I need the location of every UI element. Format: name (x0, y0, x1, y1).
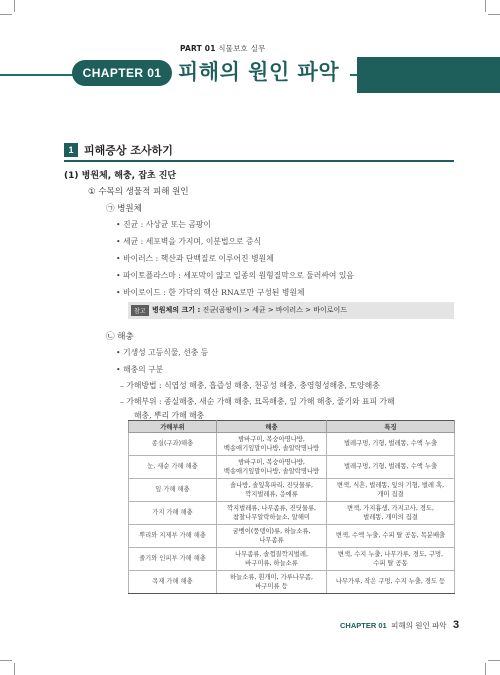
pest-bullet: • 해충의 구분 (116, 365, 164, 374)
table-cell: 하늘소류, 흰개미, 가루나무좀, 바구미류 등 (217, 571, 327, 594)
item-heading: ① 수목의 생물적 피해 원인 (88, 187, 189, 197)
table-cell: 목재 가해 해충 (129, 571, 217, 594)
pathogen-bullet: • 파이토플라스마 : 세포막이 얇고 일종의 원형질막으로 둘러싸여 있음 (116, 271, 354, 280)
table-cell: 변색, 식흔, 벌레똥, 잎의 기형, 벌레 혹, 개미 집결 (327, 479, 455, 502)
table-row (129, 525, 455, 548)
section-title: 피해증상 조사하기 (84, 144, 173, 157)
pathogen-bullet: • 세균 : 세포벽을 가지며, 이분법으로 증식 (116, 237, 262, 246)
part-label: PART 01 식물보호 실무 (180, 44, 266, 53)
table-cell: 눈, 새순 가해 해충 (129, 456, 217, 479)
table-row (129, 433, 455, 456)
pest-classification-line: 해충, 뿌리 가해 해충 (134, 411, 205, 420)
footer-chapter: CHAPTER 01 (340, 621, 387, 630)
pathogen-bullet: • 바이러스 : 핵산과 단백질로 이루어진 병원체 (116, 254, 274, 263)
table-row (129, 502, 455, 525)
pest-bullet: • 기생성 고등식물, 선충 등 (116, 348, 209, 357)
page-footer (340, 619, 459, 631)
table-header-cell: 특징 (327, 421, 455, 433)
header-accent-block (357, 57, 500, 93)
table-cell: 종실(구과)해충 (129, 433, 217, 456)
table-cell: 굼벵이(풍뎅이)류, 하늘소류, 나무좀류 (217, 525, 327, 548)
table-header-cell: 해충 (217, 421, 327, 433)
subsection-label: (1) 병원체, 해충, 잡초 진단 (64, 171, 177, 181)
page-number: 3 (452, 619, 460, 631)
reference-tag: 참고 (131, 305, 149, 316)
reference-note-text: 병원체의 크기 : 진균(곰팡이) > 세균 > 바이러스 > 바이로이드 (152, 306, 348, 314)
table-cell: 밤바구미, 복숭아명나방, 백송애기잎말이나방, 솔알락명나방 (217, 456, 327, 479)
table-cell: 나무좀류, 솔껍질깍지벌레, 바구미류, 하늘소류 (217, 548, 327, 571)
crop-mark (0, 660, 12, 661)
section-heading (64, 142, 454, 162)
chapter-badge: CHAPTER 01 (72, 60, 172, 86)
pest-heading: ㉡ 해충 (106, 332, 134, 342)
table-cell: 뿌리와 지제부 가해 해충 (129, 525, 217, 548)
table-cell: 변색, 수액 누출, 수피 탈 공동, 목분배출 (327, 525, 455, 548)
pest-classification-line: – 가해부위 : 종실해충, 새순 가해 해충, 묘목해충, 잎 가해 해충, 줄기와 표피 가해 (120, 397, 395, 406)
table-row (129, 479, 455, 502)
pathogen-bullet: • 진균 : 사상균 또는 곰팡이 (116, 220, 211, 229)
table-cell: 잎 가해 해충 (129, 479, 217, 502)
pathogen-heading: ㉠ 병원체 (106, 204, 142, 214)
table-row (129, 456, 455, 479)
table-cell: 깍지벌레류, 나무좀류, 진딧물류, 참찰나무알락하늘소, 알해미 (217, 502, 327, 525)
crop-mark (488, 660, 500, 661)
pest-classification-line: – 가해방법 : 식엽성 해충, 흡즙성 해충, 천공성 해충, 충영형성해충, 토양해충 (120, 381, 380, 390)
table-header-cell: 가해부위 (129, 421, 217, 433)
table-header-row (129, 421, 455, 433)
chapter-title: 피해의 원인 파악 (178, 60, 340, 84)
section-number: 1 (64, 143, 78, 157)
table-cell: 벌레구멍, 기형, 벌레똥, 수액 누출 (327, 456, 455, 479)
table-row (129, 571, 455, 594)
table-cell: 밤바구미, 복숭아명나방, 백송애기잎말이나방, 솔알락명나방 (217, 433, 327, 456)
table-cell: 줄기와 인피부 가해 해충 (129, 548, 217, 571)
chapter-header (0, 0, 500, 110)
footer-title: 피해의 원인 파악 (391, 621, 447, 630)
table-cell: 변색, 가지흉생, 가지고사, 경도, 벌레똥, 개미의 집결 (327, 502, 455, 525)
table-row (129, 548, 455, 571)
table-cell: 솔나방, 솔잎혹파리, 진딧물류, 깍지벌레류, 응애류 (217, 479, 327, 502)
crop-mark (485, 663, 486, 675)
table-cell: 변색, 수지 누출, 나무가루, 경도, 구멍, 수피 탈 공동 (327, 548, 455, 571)
pathogen-bullet: • 바이로이드 : 한 가닥의 핵산 RNA로만 구성된 병원체 (116, 288, 305, 297)
pest-table (128, 420, 455, 594)
table-cell: 벌레구멍, 기형, 벌레똥, 수액 누출 (327, 433, 455, 456)
table-cell: 가지 가해 해충 (129, 502, 217, 525)
crop-mark (14, 663, 15, 675)
table-cell: 나무가루, 작은 구멍, 수지 누출, 경도 등 (327, 571, 455, 594)
